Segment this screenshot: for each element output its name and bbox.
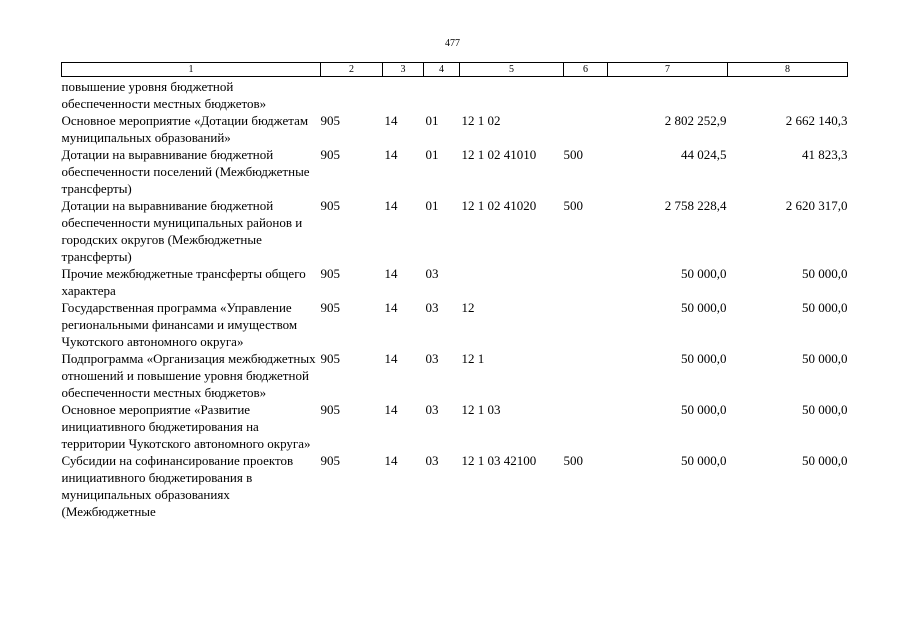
row-expense-type: [564, 112, 608, 146]
row-expense-type: [564, 299, 608, 350]
row-amount-col7: 44 024,5: [681, 147, 727, 162]
row-name: Субсидии на софинансирование проектов инициативного бюджетирования в муниципальных образованиях (Межбюджетные: [61, 453, 294, 519]
row-admin-code: [321, 77, 383, 113]
row-section: 14: [384, 266, 398, 281]
column-header-8: 8: [728, 63, 848, 77]
row-section: 14: [384, 402, 398, 417]
row-name: Основное мероприятие «Развитие инициативного бюджетирования на территории Чукотского автономного округа»: [61, 402, 311, 451]
row-target-article: [460, 265, 564, 299]
table-row: [62, 112, 848, 146]
row-expense-type: [564, 77, 608, 113]
column-header-7: 7: [608, 63, 728, 77]
row-target-article: [460, 77, 564, 113]
row-section: 14: [384, 351, 398, 366]
row-amount-col8: [728, 77, 848, 113]
row-admin-code: 905: [320, 198, 340, 213]
row-amount-col7: 50 000,0: [681, 351, 727, 366]
row-name: Основное мероприятие «Дотации бюджетам муниципальных образований»: [61, 113, 309, 145]
table-row: [62, 197, 848, 265]
row-amount-col8: 50 000,0: [802, 351, 848, 366]
row-amount-col7: 50 000,0: [681, 266, 727, 281]
column-header-4: 4: [424, 63, 460, 77]
row-name: Государственная программа «Управление региональными финансами и имуществом Чукотского автономного округа»: [61, 300, 298, 349]
table-row: [62, 146, 848, 197]
row-amount-col7: 2 758 228,4: [664, 198, 727, 213]
row-target-article: 12 1: [461, 351, 485, 366]
column-number-header: [62, 63, 848, 77]
row-section: 14: [384, 147, 398, 162]
row-amount-col8: 2 620 317,0: [785, 198, 848, 213]
column-header-3: 3: [383, 63, 424, 77]
row-expense-type: [564, 265, 608, 299]
row-subsection: 01: [425, 147, 439, 162]
row-amount-col7: 50 000,0: [681, 300, 727, 315]
table-row: [62, 350, 848, 401]
header-row: [62, 63, 848, 77]
row-target-article: 12 1 02 41020: [461, 198, 537, 213]
row-target-article: 12 1 03 42100: [461, 453, 537, 468]
row-section: 14: [384, 113, 398, 128]
row-amount-col7: 50 000,0: [681, 453, 727, 468]
row-amount-col7: 2 802 252,9: [664, 113, 727, 128]
row-amount-col8: 50 000,0: [802, 266, 848, 281]
row-subsection: 01: [425, 113, 439, 128]
row-subsection: 03: [425, 402, 439, 417]
row-admin-code: 905: [320, 351, 340, 366]
row-amount-col7: 50 000,0: [681, 402, 727, 417]
row-amount-col8: 50 000,0: [802, 453, 848, 468]
table-body: [62, 77, 848, 521]
row-target-article: 12 1 02 41010: [461, 147, 537, 162]
row-amount-col8: 50 000,0: [802, 402, 848, 417]
row-expense-type: 500: [563, 453, 583, 468]
row-target-article: 12: [461, 300, 475, 315]
row-expense-type: 500: [563, 198, 583, 213]
row-subsection: 03: [425, 351, 439, 366]
row-section: [383, 77, 424, 113]
row-admin-code: 905: [320, 402, 340, 417]
page-number: 477: [445, 38, 460, 49]
row-subsection: 01: [425, 198, 439, 213]
row-name: повышение уровня бюджетной обеспеченности местных бюджетов»: [61, 79, 267, 111]
row-section: 14: [384, 300, 398, 315]
row-expense-type: [564, 401, 608, 452]
row-admin-code: 905: [320, 266, 340, 281]
row-subsection: 03: [425, 453, 439, 468]
row-section: 14: [384, 453, 398, 468]
row-target-article: 12 1 02: [461, 113, 501, 128]
row-name: Подпрограмма «Организация межбюджетных отношений и повышение уровня бюджетной обеспеченности местных бюджетов»: [61, 351, 316, 400]
row-subsection: 03: [425, 266, 439, 281]
row-subsection: [424, 77, 460, 113]
table-row: [62, 401, 848, 452]
row-name: Дотации на выравнивание бюджетной обеспеченности поселений (Межбюджетные трансферты): [61, 147, 310, 196]
budget-table: [61, 62, 848, 520]
row-amount-col8: 50 000,0: [802, 300, 848, 315]
row-target-article: 12 1 03: [461, 402, 501, 417]
row-subsection: 03: [425, 300, 439, 315]
table-row: [62, 265, 848, 299]
table-row: [62, 452, 848, 520]
row-admin-code: 905: [320, 453, 340, 468]
row-name: Прочие межбюджетные трансферты общего характера: [61, 266, 306, 298]
row-name: Дотации на выравнивание бюджетной обеспеченности муниципальных районов и городских округов (Межбюджетные трансферты): [61, 198, 303, 264]
row-expense-type: [564, 350, 608, 401]
row-admin-code: 905: [320, 113, 340, 128]
column-header-1: 1: [62, 63, 321, 77]
column-header-6: 6: [564, 63, 608, 77]
row-amount-col8: 2 662 140,3: [785, 113, 848, 128]
table-row: [62, 299, 848, 350]
row-admin-code: 905: [320, 300, 340, 315]
row-amount-col7: [608, 77, 728, 113]
table-row: [62, 77, 848, 113]
row-expense-type: 500: [563, 147, 583, 162]
column-header-2: 2: [321, 63, 383, 77]
row-admin-code: 905: [320, 147, 340, 162]
row-amount-col8: 41 823,3: [802, 147, 848, 162]
row-section: 14: [384, 198, 398, 213]
column-header-5: 5: [460, 63, 564, 77]
